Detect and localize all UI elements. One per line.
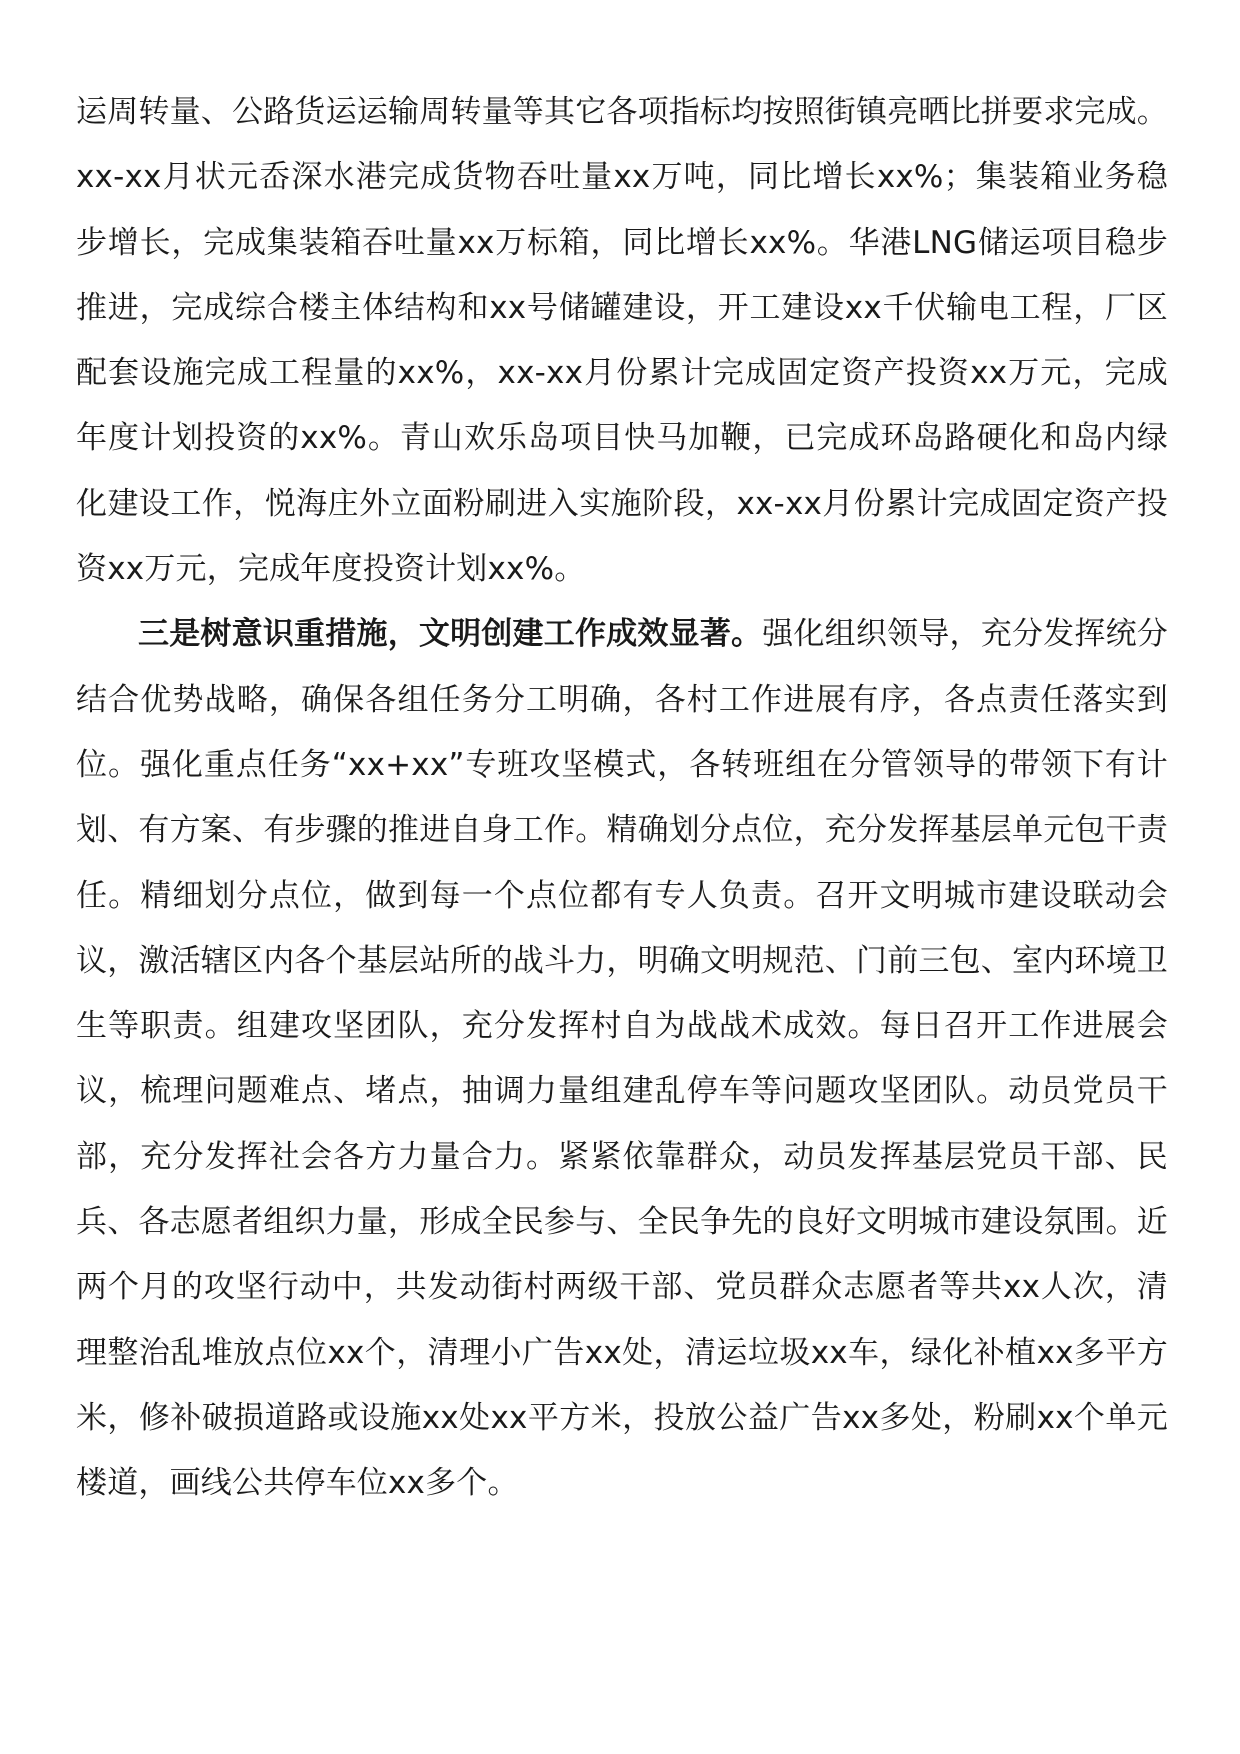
document-body bbox=[76, 80, 1168, 1517]
paragraph-2-text: 强化组织领导，充分发挥统分结合优势战略，确保各组任务分工明确，各村工作进展有序，各点责任落实到位。强化重点任务“xx+xx”专班攻坚模式，各转班组在分管领导的带领下有计划、有方案、有步骤的推进自身工作。精确划分点位，充分发挥基层单元包干责任。精细划分点位，做到每一个点位都有专人负责。召开文明城市建设联动会议，激活辖区内各个基层站所的战斗力，明确文明规范、门前三包、室内环境卫生等职责。组建攻坚团队，充分发挥村自为战战术成效。每日召开工作进展会议，梳理问题难点、堵点，抽调力量组建乱停车等问题攻坚团队。动员党员干部，充分发挥社会各方力量合力。紧紧依靠群众，动员发挥基层党员干部、民兵、各志愿者组织力量，形成全民参与、全民争先的良好文明城市建设氛围。近两个月的攻坚行动中，共发动街村两级干部、党员群众志愿者等共xx人次，清理整治乱堆放点位xx个，清理小广告xx处，清运垃圾xx车，绿化补植xx多平方米，修补破损道路或设施xx处xx平方米，投放公益广告xx多处，粉刷xx个单元楼道，画线公共停车位xx多个。 bbox=[76, 616, 1168, 1502]
paragraph-1 bbox=[76, 80, 1168, 602]
paragraph-1-text: 运周转量、公路货运运输周转量等其它各项指标均按照街镇亮晒比拼要求完成。xx-xx月状元岙深水港完成货物吞吐量xx万吨，同比增长xx%；集装箱业务稳步增长，完成集装箱吞吐量xx万标箱，同比增长xx%。华港LNG储运项目稳步推进，完成综合楼主体结构和xx号储罐建设，开工建设xx千伏输电工程，厂区配套设施完成工程量的xx%，xx-xx月份累计完成固定资产投资xx万元，完成年度计划投资的xx%。青山欢乐岛项目快马加鞭，已完成环岛路硬化和岛内绿化建设工作，悦海庄外立面粉刷进入实施阶段，xx-xx月份累计完成固定资产投资xx万元，完成年度投资计划xx%。 bbox=[76, 94, 1168, 588]
paragraph-2 bbox=[76, 602, 1168, 1516]
paragraph-2-heading: 三是树意识重措施，文明创建工作成效显著。 bbox=[138, 616, 763, 653]
